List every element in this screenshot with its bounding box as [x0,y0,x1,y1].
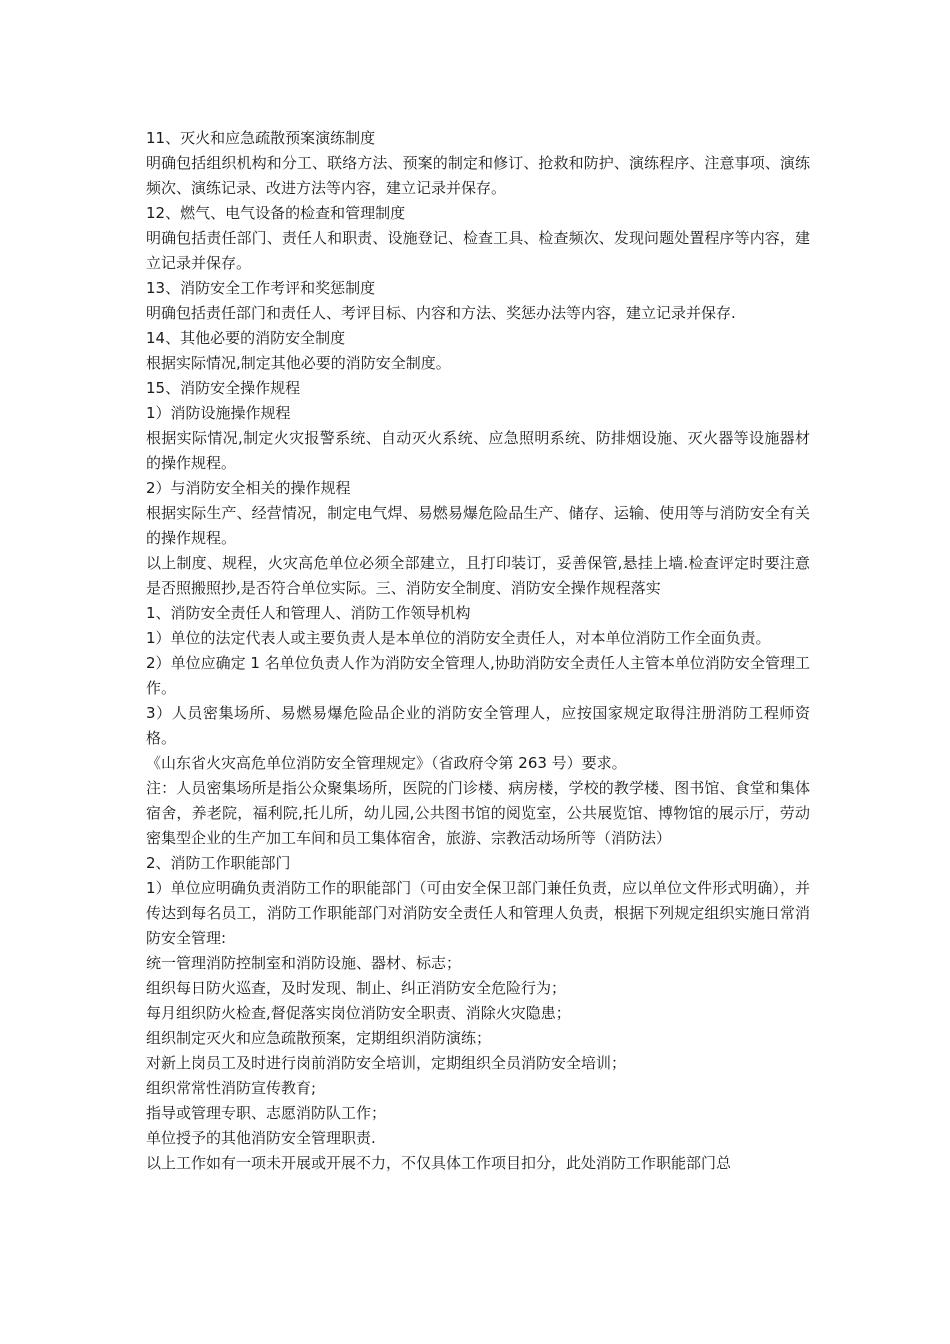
paragraph-safety-manager: 2）单位应确定 1 名单位负责人作为消防安全管理人,协助消防安全责任人主管本单位消防安全管理工作。 [146,654,810,697]
paragraph-evaluation-rewards: 明确包括责任部门和责任人、考评目标、内容和方法、奖惩办法等内容，建立记录并保存. [146,304,736,322]
heading-evaluation-rewards: 13、消防安全工作考评和奖惩制度 [146,279,376,297]
list-item-emergency-plan: 组织制定灭火和应急疏散预案，定期组织消防演练； [146,1029,492,1047]
list-item-training: 对新上岗员工及时进行岗前消防安全培训，定期组织全员消防安全培训； [146,1054,627,1072]
heading-drill-system: 11、灭火和应急疏散预案演练制度 [146,129,376,147]
paragraph-scoring-note: 以上工作如有一项未开展或开展不力，不仅具体工作项目扣分，此处消防工作职能部门总 [146,1154,732,1172]
heading-gas-electric-inspection: 12、燃气、电气设备的检查和管理制度 [146,204,406,222]
subheading-related-procedures: 2）与消防安全相关的操作规程 [146,479,351,497]
list-item-control-room: 统一管理消防控制室和消防设施、器材、标志； [146,954,462,972]
paragraph-drill-system: 明确包括组织机构和分工、联络方法、预案的制定和修订、抢救和防护、演练程序、注意事项、演练频次、演练记录、改进方法等内容，建立记录并保存。 [146,154,810,197]
paragraph-implementation-note: 以上制度、规程，火灾高危单位必须全部建立，且打印装订，妥善保管,悬挂上墙.检查评定时要注意是否照搬照抄,是否符合单位实际。三、消防安全制度、消防安全操作规程落实 [146,554,810,597]
heading-other-systems: 14、其他必要的消防安全制度 [146,329,346,347]
paragraph-legal-representative: 1）单位的法定代表人或主要负责人是本单位的消防安全责任人，对本单位消防工作全面负责。 [146,629,771,647]
list-item-fire-brigade: 指导或管理专职、志愿消防队工作； [146,1104,387,1122]
paragraph-facility-procedures: 根据实际情况,制定火灾报警系统、自动灭火系统、应急照明系统、防排烟设施、灭火器等设施器材的操作规程。 [146,429,810,472]
list-item-publicity: 组织常常性消防宣传教育; [146,1079,317,1097]
paragraph-provincial-regulation: 《山东省火灾高危单位消防安全管理规定》（省政府令第 263 号）要求。 [146,754,627,772]
list-item-daily-patrol: 组织每日防火巡查，及时发现、制止、纠正消防安全危险行为； [146,979,567,997]
heading-responsible-persons: 1、消防安全责任人和管理人、消防工作领导机构 [146,604,471,622]
paragraph-functional-department: 1）单位应明确负责消防工作的职能部门（可由安全保卫部门兼任负责，应以单位文件形式明确），并传达到每名员工，消防工作职能部门对消防安全责任人和管理人负责，根据下列规定组织实施日常消防安全管理: [146,879,810,947]
list-item-monthly-inspection: 每月组织防火检查,督促落实岗位消防安全职责、消除火灾隐患； [146,1004,571,1022]
document-body [146,126,810,1176]
paragraph-crowded-places-note: 注：人员密集场所是指公众聚集场所，医院的门诊楼、病房楼，学校的教学楼、图书馆、食堂和集体宿舍，养老院，福利院,托儿所，幼儿园,公共图书馆的阅览室，公共展览馆、博物馆的展示厅，劳动密集型企业的生产加工车间和员工集体宿舍，旅游、宗教活动场所等（消防法） [146,779,810,847]
heading-functional-department: 2、消防工作职能部门 [146,854,291,872]
paragraph-related-procedures: 根据实际生产、经营情况，制定电气焊、易燃易爆危险品生产、储存、运输、使用等与消防安全有关的操作规程。 [146,504,810,547]
paragraph-other-systems: 根据实际情况,制定其他必要的消防安全制度。 [146,354,451,372]
list-item-other-duties: 单位授予的其他消防安全管理职责. [146,1129,376,1147]
heading-operating-procedures: 15、消防安全操作规程 [146,379,301,397]
paragraph-registered-engineer: 3）人员密集场所、易燃易爆危险品企业的消防安全管理人，应按国家规定取得注册消防工程师资格。 [146,704,810,747]
subheading-facility-procedures: 1）消防设施操作规程 [146,404,291,422]
paragraph-gas-electric-inspection: 明确包括责任部门、责任人和职责、设施登记、检查工具、检查频次、发现问题处置程序等内容，建立记录并保存。 [146,229,810,272]
